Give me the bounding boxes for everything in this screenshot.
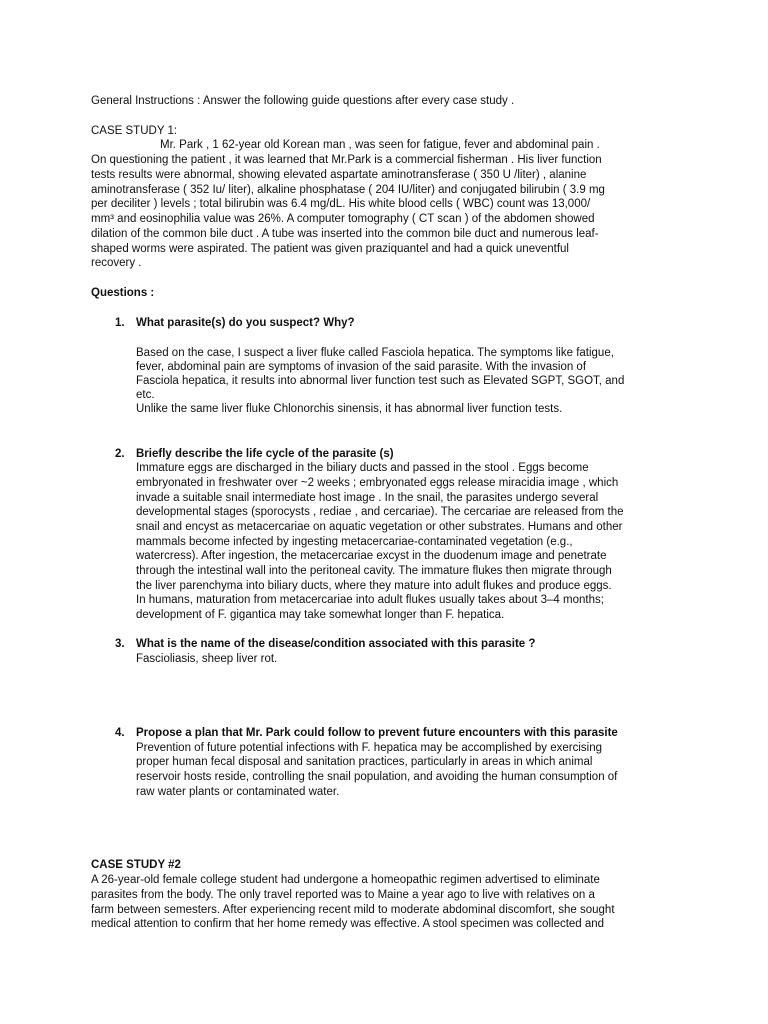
answer-line: Prevention of future potential infections with F. hepatica may be accomplished by exercising	[136, 742, 603, 754]
question-number: 4.	[115, 727, 125, 739]
answer-line: Fascioliasis, sheep liver rot.	[136, 653, 278, 665]
case-study-2-title: CASE STUDY #2	[91, 859, 181, 871]
answer-line: mammals become infected by ingesting metacercariae-contaminated vegetation (e.g.,	[136, 536, 573, 548]
answer-line: Immature eggs are discharged in the biliary ducts and passed in the stool . Eggs become	[136, 462, 589, 474]
case-study-2-line: medical attention to confirm that her home remedy was effective. A stool specimen was collected and	[91, 918, 605, 930]
case-study-1-line: tests results were abnormal, showing elevated aspartate aminotransferase ( 350 U /liter) , alanine	[91, 169, 587, 181]
case-study-1-line: shaped worms were aspirated. The patient was given praziquantel and had a quick uneventful	[91, 243, 569, 255]
answer-line: proper human fecal disposal and sanitation practices, particularly in areas in which animal	[136, 756, 593, 768]
answer-line: reservoir hosts reside, controlling the snail population, and avoiding the human consumption of	[136, 771, 618, 783]
answer-line: raw water plants or contaminated water.	[136, 786, 340, 798]
case-study-1-line: dilation of the common bile duct . A tube was inserted into the common bile duct and numerous leaf-	[91, 228, 599, 240]
answer-line: invade a suitable snail intermediate host image . In the snail, the parasites undergo several	[136, 492, 599, 504]
question-text: What parasite(s) do you suspect? Why?	[136, 317, 355, 329]
case-study-1-line: recovery .	[91, 257, 142, 269]
answer-line: watercress). After ingestion, the metacercariae excyst in the duodenum image and penetrate	[136, 550, 607, 562]
question-number: 1.	[115, 317, 125, 329]
question-text: Briefly describe the life cycle of the parasite (s)	[136, 448, 394, 460]
case-study-2-line: farm between semesters. After experiencing recent mild to moderate abdominal discomfort, she sought	[91, 904, 615, 916]
question-number: 3.	[115, 638, 125, 650]
general-instructions: General Instructions : Answer the following guide questions after every case study .	[91, 95, 515, 107]
answer-line: Unlike the same liver fluke Chlonorchis sinensis, it has abnormal liver function tests.	[136, 403, 563, 415]
answer-line: development of F. gigantica may take somewhat longer than F. hepatica.	[136, 609, 505, 621]
question-number: 2.	[115, 448, 125, 460]
questions-heading: Questions :	[91, 287, 155, 299]
case-study-1-line: Mr. Park , 1 62-year old Korean man , was seen for fatigue, fever and abdominal pain .	[160, 139, 600, 151]
case-study-1-line: mm³ and eosinophilia value was 26%. A computer tomography ( CT scan ) of the abdomen showed	[91, 213, 595, 225]
case-study-2-line: A 26-year-old female college student had undergone a homeopathic regimen advertised to eliminate	[91, 874, 600, 886]
case-study-2-line: parasites from the body. The only travel reported was to Maine a year ago to live with relatives on a	[91, 889, 595, 901]
question-text: Propose a plan that Mr. Park could follow to prevent future encounters with this parasite	[136, 727, 618, 739]
case-study-1-line: per deciliter ) levels ; total bilirubin was 6.4 mg/dL. His white blood cells ( WBC) count was 13,000/	[91, 198, 591, 210]
case-study-1-title: CASE STUDY 1:	[91, 125, 178, 137]
answer-line: Based on the case, I suspect a liver fluke called Fasciola hepatica. The symptoms like fatigue,	[136, 347, 614, 359]
answer-line: snail and encyst as metacercariae on aquatic vegetation or other substrates. Humans and other	[136, 521, 623, 533]
answer-line: the liver parenchyma into biliary ducts, where they mature into adult flukes and produce eggs.	[136, 580, 612, 592]
answer-line: etc.	[136, 389, 155, 401]
answer-line: fever, abdominal pain are symptoms of invasion of the said parasite. With the invasion of	[136, 361, 587, 373]
answer-line: through the intestinal wall into the peritoneal cavity. The immature flukes then migrate through	[136, 565, 612, 577]
case-study-1-line: On questioning the patient , it was learned that Mr.Park is a commercial fisherman . His liver function	[91, 154, 602, 166]
answer-line: embryonated in freshwater over ~2 weeks ; embryonated eggs release miracidia image , which	[136, 477, 619, 489]
question-text: What is the name of the disease/condition associated with this parasite ?	[136, 638, 536, 650]
case-study-1-line: aminotransferase ( 352 Iu/ liter), alkaline phosphatase ( 204 IU/liter) and conjugated bilirubin ( 3.9 mg	[91, 184, 605, 196]
answer-line: In humans, maturation from metacercariae into adult flukes usually takes about 3–4 months;	[136, 594, 604, 606]
answer-line: developmental stages (sporocysts , rediae , and cercariae). The cercariae are released from the	[136, 506, 624, 518]
answer-line: Fasciola hepatica, it results into abnormal liver function test such as Elevated SGPT, SGOT, and	[136, 375, 625, 387]
